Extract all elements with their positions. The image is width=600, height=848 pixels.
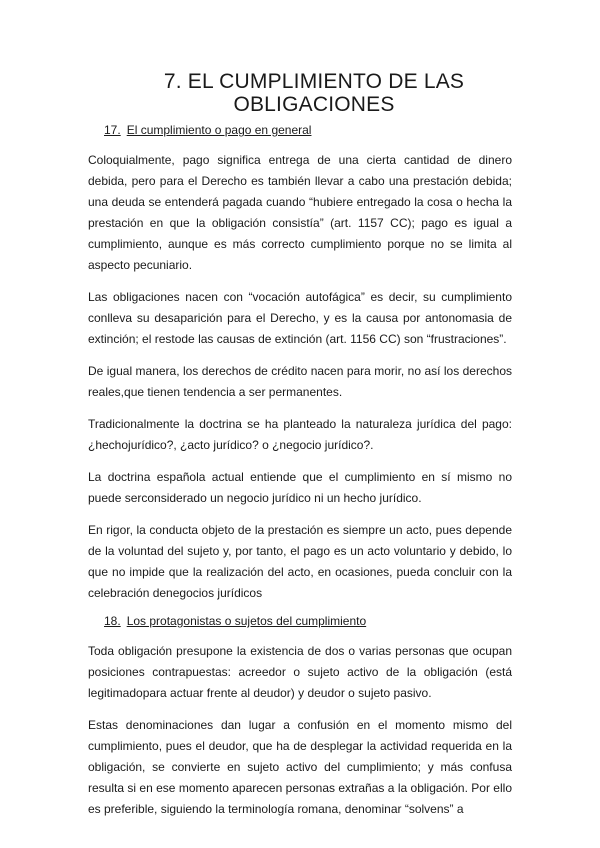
paragraph: En rigor, la conducta objeto de la prestación es siempre un acto, pues depende de la voluntad del sujeto y, por tanto, el pago es un acto voluntario y debido, lo que no impide que la realización del acto, en ocasiones, pueda concluir con la celebración denegocios jurídicos [88, 523, 512, 600]
chapter-title [88, 70, 512, 116]
chapter-title-line-2: OBLIGACIONES [233, 93, 395, 116]
paragraph: Coloquialmente, pago significa entrega de una cierta cantidad de dinero debida, pero para el Derecho es también llevar a cabo una prestación debida; una deuda se entenderá pagada cuando “hubiere entregado la cosa o hecha la prestación en que la obligación consistía” (art. 1157 CC); pago es igual a cumplimiento, aunque es más correcto cumplimiento porque no se limita al aspecto pecuniario. [88, 153, 512, 272]
paragraph: Las obligaciones nacen con “vocación autofágica” es decir, su cumplimiento conlleva su desaparición para el Derecho, y es la causa por antonomasia de extinción; el restode las causas de extinción (art. 1156 CC) son “frustraciones”. [88, 290, 512, 346]
paragraph: Toda obligación presupone la existencia de dos o varias personas que ocupan posiciones contrapuestas: acreedor o sujeto activo de la obligación (está legitimadopara actuar frente al deudor) y deudor o sujeto pasivo. [88, 644, 512, 700]
paragraph: La doctrina española actual entiende que el cumplimiento en sí mismo no puede serconsiderado un negocio jurídico ni un hecho jurídico. [88, 470, 512, 505]
paragraph: De igual manera, los derechos de crédito nacen para morir, no así los derechos reales,que tienen tendencia a ser permanentes. [88, 364, 512, 399]
section-18-heading [104, 613, 512, 629]
chapter-title-line-1: 7. EL CUMPLIMIENTO DE LAS [163, 70, 465, 93]
paragraph: Tradicionalmente la doctrina se ha planteado la naturaleza jurídica del pago: ¿hechojurídico?, ¿acto jurídico? o ¿negocio jurídico?. [88, 417, 512, 452]
section-18-number: 18. [104, 614, 121, 628]
section-17-heading [104, 122, 512, 138]
paragraph: Estas denominaciones dan lugar a confusión en el momento mismo del cumplimiento, pues el deudor, que ha de desplegar la actividad requerida en la obligación, se convierte en sujeto activo del cumplimiento; y más confusa resulta si en ese momento aparecen personas extrañas a la obligación. Por ello es preferible, siguiendo la terminología romana, denominar “solvens” a [88, 718, 512, 816]
section-17-title: El cumplimiento o pago en general [126, 123, 312, 137]
section-17-number: 17. [104, 123, 121, 137]
section-18-title: Los protagonistas o sujetos del cumplimiento [126, 614, 367, 628]
